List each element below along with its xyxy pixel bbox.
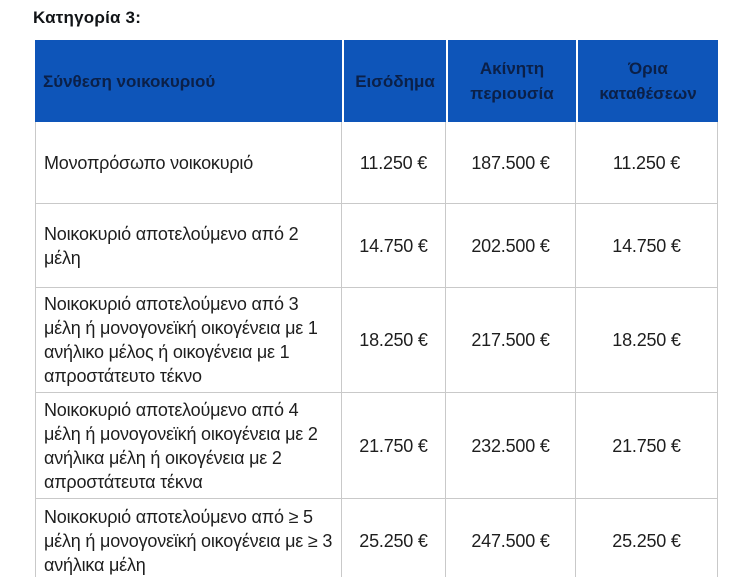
income-cell: 14.750 €: [342, 204, 446, 288]
deposits-cell: 14.750 €: [576, 204, 718, 288]
composition-cell: Νοικοκυριό αποτελούμενο από 4 μέλη ή μονογονεϊκή οικογένεια με 2 ανήλικα μέλη ή οικογένεια με 2 απροστάτευτα τέκνα: [35, 393, 342, 499]
table-row: [35, 122, 718, 204]
header-row: [35, 40, 718, 122]
income-cell: 21.750 €: [342, 393, 446, 499]
category-3-table: [35, 40, 718, 577]
income-cell: 11.250 €: [342, 122, 446, 204]
composition-cell: Νοικοκυριό αποτελούμενο από ≥ 5 μέλη ή μονογονεϊκή οικογένεια με ≥ 3 ανήλικα μέλη: [35, 499, 342, 577]
column-header-property: Ακίνητη περιουσία: [446, 40, 576, 122]
property-cell: 232.500 €: [446, 393, 576, 499]
column-header-deposits: Όρια καταθέσεων: [576, 40, 718, 122]
income-cell: 25.250 €: [342, 499, 446, 577]
property-cell: 187.500 €: [446, 122, 576, 204]
table-row: [35, 499, 718, 577]
deposits-cell: 11.250 €: [576, 122, 718, 204]
table-row: [35, 204, 718, 288]
property-cell: 217.500 €: [446, 288, 576, 393]
table-row: [35, 288, 718, 393]
deposits-cell: 18.250 €: [576, 288, 718, 393]
deposits-cell: 25.250 €: [576, 499, 718, 577]
income-cell: 18.250 €: [342, 288, 446, 393]
property-cell: 202.500 €: [446, 204, 576, 288]
composition-cell: Νοικοκυριό αποτελούμενο από 2 μέλη: [35, 204, 342, 288]
column-header-composition: Σύνθεση νοικοκυριού: [35, 40, 342, 122]
deposits-cell: 21.750 €: [576, 393, 718, 499]
page-title: Κατηγορία 3:: [33, 8, 142, 27]
table-body: [35, 122, 718, 577]
column-header-income: Εισόδημα: [342, 40, 446, 122]
table-row: [35, 393, 718, 499]
table-header: [35, 40, 718, 122]
composition-cell: Νοικοκυριό αποτελούμενο από 3 μέλη ή μονογονεϊκή οικογένεια με 1 ανήλικο μέλος ή οικογένεια με 1 απροστάτευτο τέκνο: [35, 288, 342, 393]
property-cell: 247.500 €: [446, 499, 576, 577]
composition-cell: Μονοπρόσωπο νοικοκυριό: [35, 122, 342, 204]
